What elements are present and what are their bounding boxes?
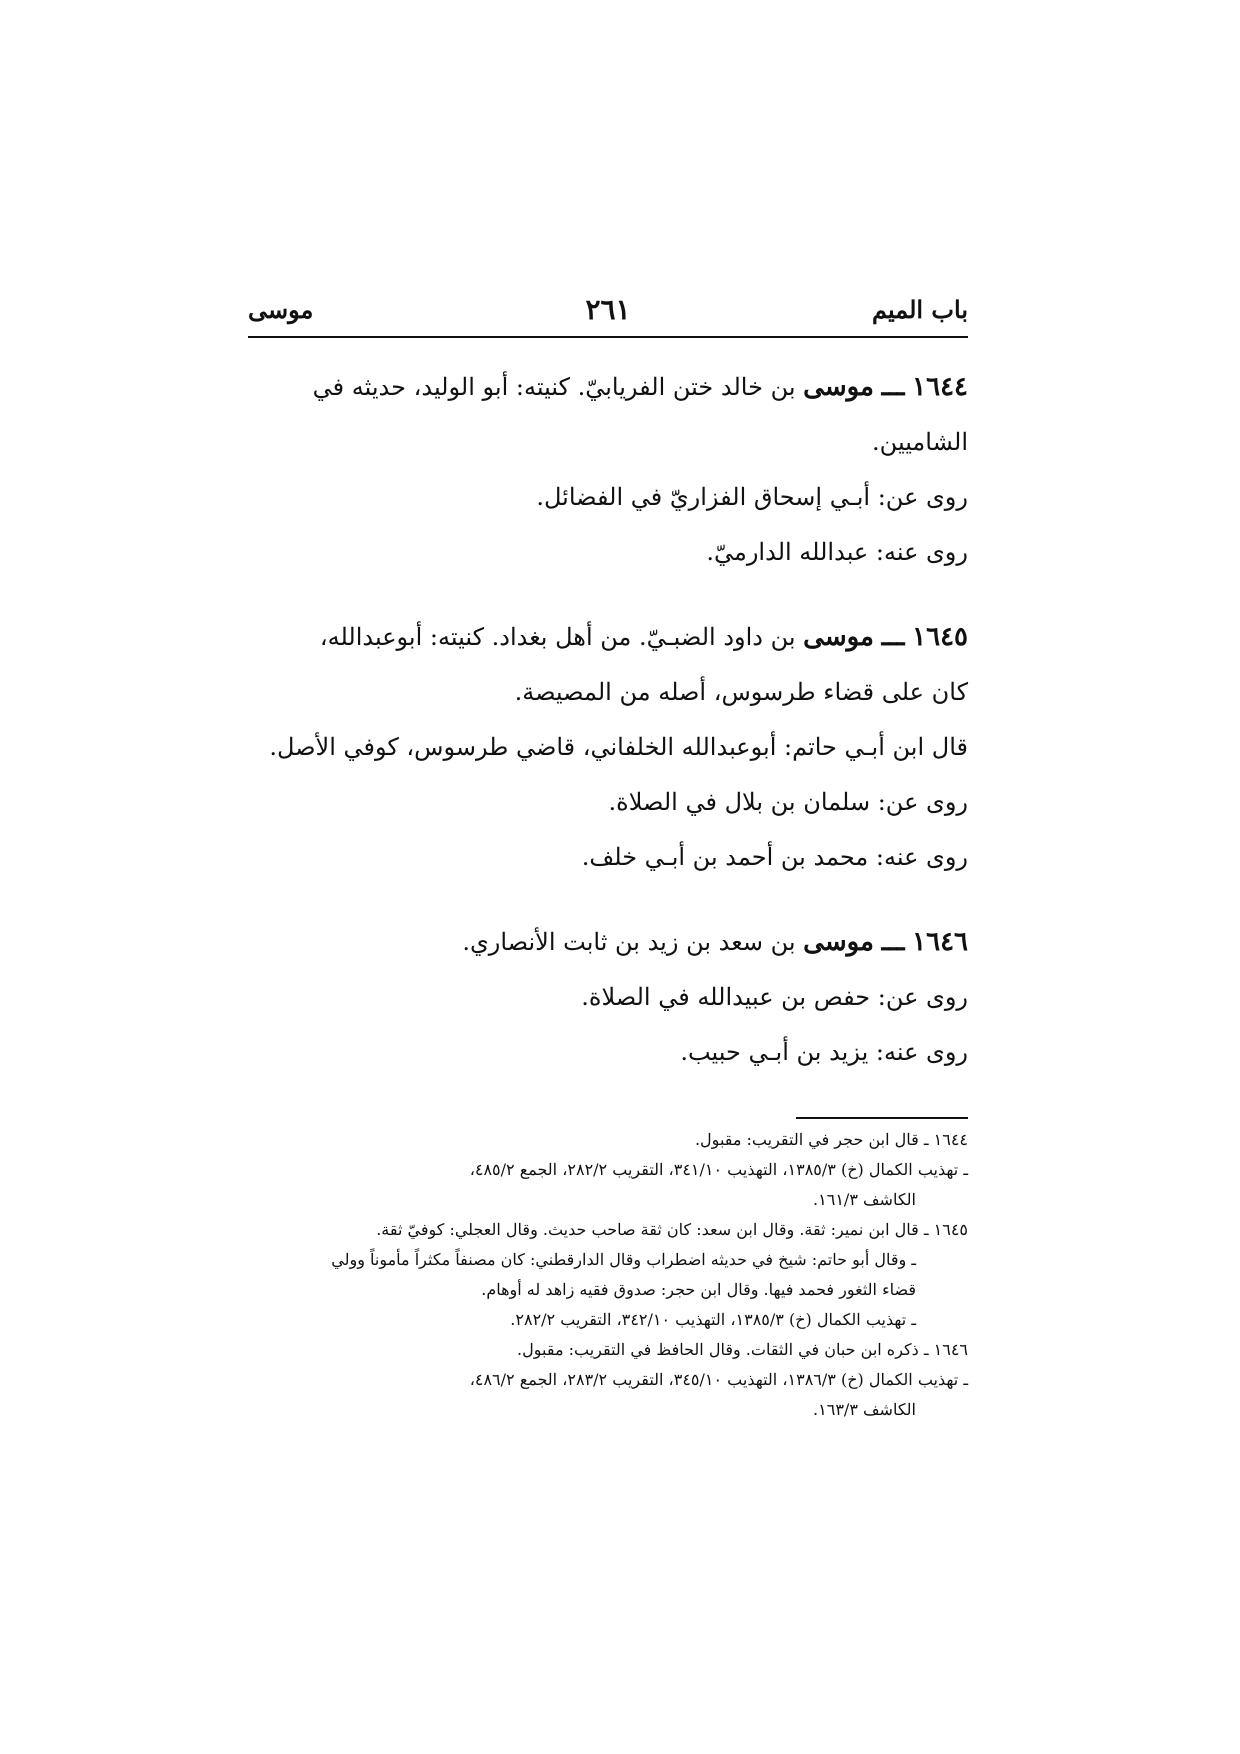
footnote: [248, 1215, 968, 1335]
entry-name: موسى: [803, 372, 874, 402]
entry: [248, 915, 968, 1080]
entry-heading: [248, 610, 968, 665]
entry-line: روى عنه: محمد بن أحمد بن أبـي خلف.: [581, 843, 968, 871]
entry-heading: [248, 915, 968, 970]
entry-description: بن خالد ختن الفريابيّ. كنيته: أبو الوليد، حديثه في: [312, 373, 796, 401]
footnote-number: ١٦٤٤: [933, 1130, 968, 1149]
footnote-line: ـ تهذيب الكمال (خ) ١٣٨٥/٣، التهذيب ٣٤١/١٠، التقريب ٢٨٢/٢، الجمع ٤٨٥/٢،: [469, 1160, 968, 1179]
footnote-line: ـ وقال أبو حاتم: شيخ في حديثه اضطراب وقال الدارقطني: كان مصنفاً مكثراً مأموناً وولي: [331, 1250, 916, 1269]
footnote-line: [248, 1125, 968, 1155]
footnote-line: قضاء الثغور فحمد فيها. وقال ابن حجر: صدوق فقيه زاهد له أوهام.: [481, 1280, 916, 1299]
footnotes: [248, 1125, 968, 1425]
entry-separator: ـــ: [881, 927, 905, 957]
footnote-text: ـ قال ابن نمير: ثقة. وقال ابن سعد: كان ثقة صاحب حديث. وقال العجلي: كوفيّ ثقة.: [376, 1220, 929, 1239]
page-header: [248, 292, 968, 338]
footnote-line: [248, 1335, 968, 1365]
footnote-line: ـ تهذيب الكمال (خ) ١٣٨٦/٣، التهذيب ٣٤٥/١٠، التقريب ٢٨٣/٢، الجمع ٤٨٦/٢،: [469, 1370, 968, 1389]
footnote-text: ـ ذكره ابن حبان في الثقات. وقال الحافظ في التقريب: مقبول.: [517, 1340, 929, 1359]
entry-separator: ـــ: [881, 372, 905, 402]
page-number: ٢٦١: [585, 293, 631, 326]
entry-line: روى عن: سلمان بن بلال في الصلاة.: [608, 788, 968, 816]
footnote-line: ـ تهذيب الكمال (خ) ١٣٨٥/٣، التهذيب ٣٤٢/١٠، التقريب ٢٨٢/٢.: [510, 1310, 916, 1329]
entry-continuation: الشاميين.: [872, 428, 968, 456]
entry: [248, 360, 968, 580]
footnote-line: الكاشف ١٦٣/٣.: [813, 1400, 916, 1419]
entry-line: روى عن: حفص بن عبيدالله في الصلاة.: [581, 983, 968, 1011]
entry-name: موسى: [803, 927, 874, 957]
footnote-number: ١٦٤٦: [933, 1340, 968, 1359]
entry-heading: [248, 360, 968, 415]
entry-description: بن سعد بن زيد بن ثابت الأنصاري.: [462, 928, 796, 956]
entry-line: روى عن: أبـي إسحاق الفزاريّ في الفضائل.: [536, 483, 968, 511]
footnote-number: ١٦٤٥: [933, 1220, 968, 1239]
main-text: [248, 360, 968, 1110]
entry-description: بن داود الضبـيّ. من أهل بغداد. كنيته: أبوعبدالله،: [319, 623, 796, 651]
entry-number: ١٦٤٥: [912, 622, 968, 652]
entry-continuation: كان على قضاء طرسوس، أصله من المصيصة.: [514, 678, 968, 706]
footnote-divider: [796, 1117, 968, 1119]
entry-number: ١٦٤٤: [912, 372, 968, 402]
running-title: موسى: [248, 295, 314, 324]
entry-line: روى عنه: عبدالله الدارميّ.: [706, 538, 968, 566]
entry-line: روى عنه: يزيد بن أبـي حبيب.: [680, 1038, 968, 1066]
entry-line: قال ابن أبـي حاتم: أبوعبدالله الخلفاني، قاضي طرسوس، كوفي الأصل.: [269, 733, 968, 761]
entry-name: موسى: [803, 622, 874, 652]
entry: [248, 610, 968, 885]
entry-separator: ـــ: [881, 622, 905, 652]
chapter-title: باب الميم: [871, 295, 968, 324]
footnote: [248, 1335, 968, 1425]
footnote-line: [248, 1215, 968, 1245]
footnote-line: الكاشف ١٦١/٣.: [813, 1190, 916, 1209]
entry-number: ١٦٤٦: [912, 927, 968, 957]
footnote-text: ـ قال ابن حجر في التقريب: مقبول.: [694, 1130, 929, 1149]
footnote: [248, 1125, 968, 1215]
